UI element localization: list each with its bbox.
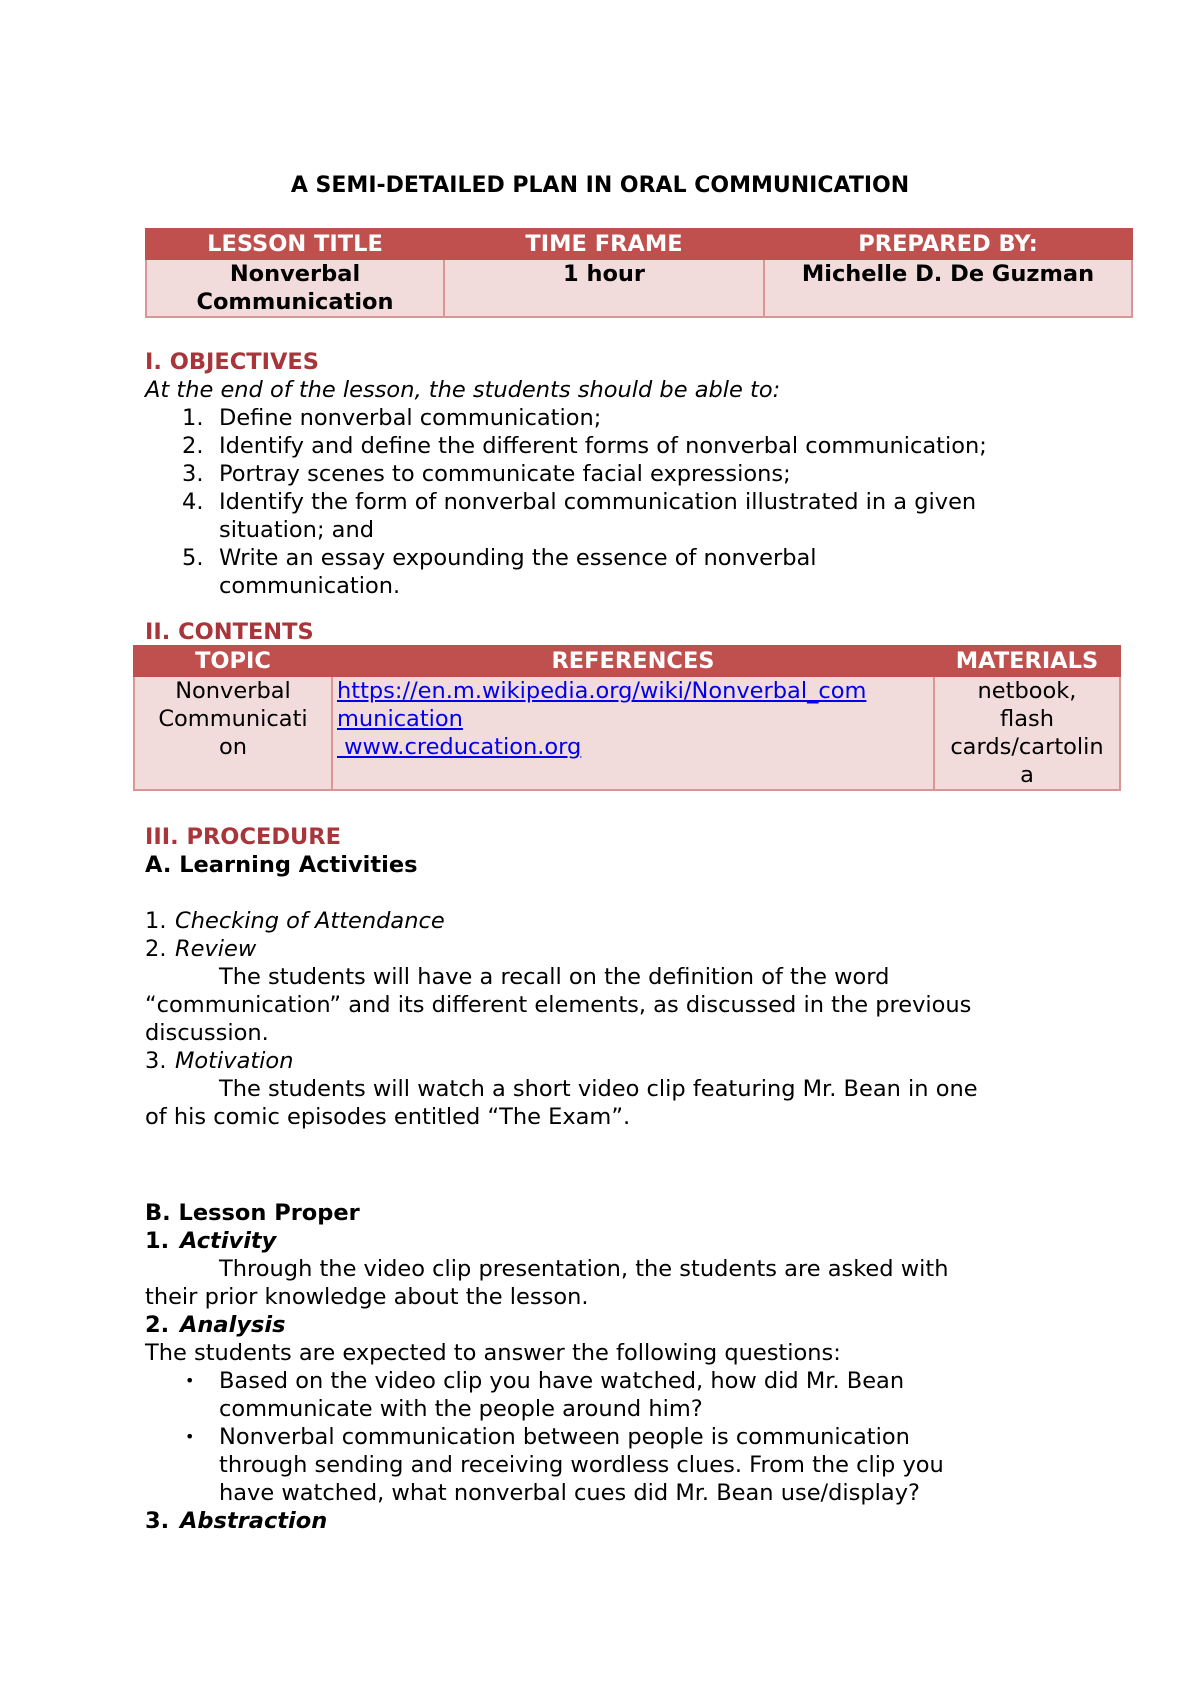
lesson-title-value — [146, 259, 444, 317]
activity-text: their prior knowledge about the lesson. — [145, 1284, 589, 1310]
activity-number: 3. — [145, 1048, 167, 1074]
question-text: Nonverbal communication between people is communication — [219, 1424, 910, 1450]
analysis-label: Analysis — [180, 1312, 286, 1338]
header-time-frame: TIME FRAME — [444, 229, 764, 259]
prepared-by-value: Michelle D. De Guzman — [764, 259, 1132, 317]
lesson-proper-heading: B. Lesson Proper — [145, 1200, 360, 1226]
step-number: 1. — [145, 1228, 170, 1254]
objective-item: Identify the form of nonverbal communication illustrated in a given — [219, 489, 977, 515]
procedure-heading: III. PROCEDURE — [145, 824, 341, 850]
review-text: The students will have a recall on the definition of the word — [219, 964, 890, 990]
activity-label: Activity — [180, 1228, 277, 1254]
contents-table — [133, 645, 1121, 791]
objective-item-continued: situation; and — [219, 517, 375, 543]
step-number: 3. — [145, 1508, 170, 1534]
materials-line: a — [1020, 762, 1034, 788]
objective-item: Define nonverbal communication; — [219, 405, 602, 431]
abstraction-label: Abstraction — [180, 1508, 328, 1534]
topic-line: Nonverbal — [175, 678, 291, 704]
objective-item: Portray scenes to communicate facial expressions; — [219, 461, 791, 487]
header-lesson-title: LESSON TITLE — [146, 229, 444, 259]
objective-number: 3. — [182, 461, 204, 487]
objective-item-continued: communication. — [219, 573, 401, 599]
question-text: communicate with the people around him? — [219, 1396, 703, 1422]
header-materials: MATERIALS — [934, 646, 1120, 676]
wikipedia-link[interactable]: https://en.m.wikipedia.org/wiki/Nonverbal_com — [337, 678, 867, 704]
materials-line: cards/cartolin — [950, 734, 1104, 760]
materials-line: netbook, — [977, 678, 1077, 704]
bullet-icon: • — [185, 1371, 195, 1390]
header-references: REFERENCES — [332, 646, 934, 676]
bullet-icon: • — [185, 1427, 195, 1446]
question-text: have watched, what nonverbal cues did Mr. Bean use/display? — [219, 1480, 920, 1506]
objective-item: Identify and define the different forms of nonverbal communication; — [219, 433, 987, 459]
objective-number: 4. — [182, 489, 204, 515]
objective-number: 2. — [182, 433, 204, 459]
activity-number: 1. — [145, 908, 167, 934]
wikipedia-link-continued[interactable]: munication — [337, 706, 463, 732]
activity-number: 2. — [145, 936, 167, 962]
objective-item: Write an essay expounding the essence of nonverbal — [219, 545, 817, 571]
motivation-text: The students will watch a short video clip featuring Mr. Bean in one — [219, 1076, 978, 1102]
time-frame-value: 1 hour — [444, 259, 764, 317]
review-text: discussion. — [145, 1020, 269, 1046]
materials-cell — [934, 676, 1120, 790]
question-text: Based on the video clip you have watched, how did Mr. Bean — [219, 1368, 905, 1394]
learning-activities-heading: A. Learning Activities — [145, 852, 418, 878]
objective-number: 5. — [182, 545, 204, 571]
motivation-label: Motivation — [175, 1048, 294, 1074]
objectives-intro: At the end of the lesson, the students should be able to: — [145, 377, 781, 403]
lesson-info-table — [145, 228, 1133, 318]
document-title: A SEMI-DETAILED PLAN IN ORAL COMMUNICATION — [290, 173, 910, 198]
objective-number: 1. — [182, 405, 204, 431]
checking-attendance-label: Checking of Attendance — [175, 908, 445, 934]
topic-cell — [134, 676, 332, 790]
objectives-heading: I. OBJECTIVES — [145, 349, 319, 375]
references-cell — [332, 676, 934, 790]
header-prepared-by: PREPARED BY: — [764, 229, 1132, 259]
contents-heading: II. CONTENTS — [145, 619, 314, 645]
topic-line: on — [218, 734, 248, 760]
motivation-text: of his comic episodes entitled “The Exam”. — [145, 1104, 631, 1130]
analysis-intro: The students are expected to answer the following questions: — [145, 1340, 841, 1366]
materials-line: flash — [1000, 706, 1054, 732]
header-topic: TOPIC — [134, 646, 332, 676]
review-text: “communication” and its different elements, as discussed in the previous — [145, 992, 972, 1018]
step-number: 2. — [145, 1312, 170, 1338]
topic-line: Communicati — [158, 706, 308, 732]
review-label: Review — [175, 936, 257, 962]
activity-text: Through the video clip presentation, the students are asked with — [219, 1256, 949, 1282]
lesson-title-text: Nonverbal Communication — [196, 261, 394, 315]
creducation-link[interactable]: www.creducation.org — [337, 734, 582, 760]
question-text: through sending and receiving wordless clues. From the clip you — [219, 1452, 944, 1478]
